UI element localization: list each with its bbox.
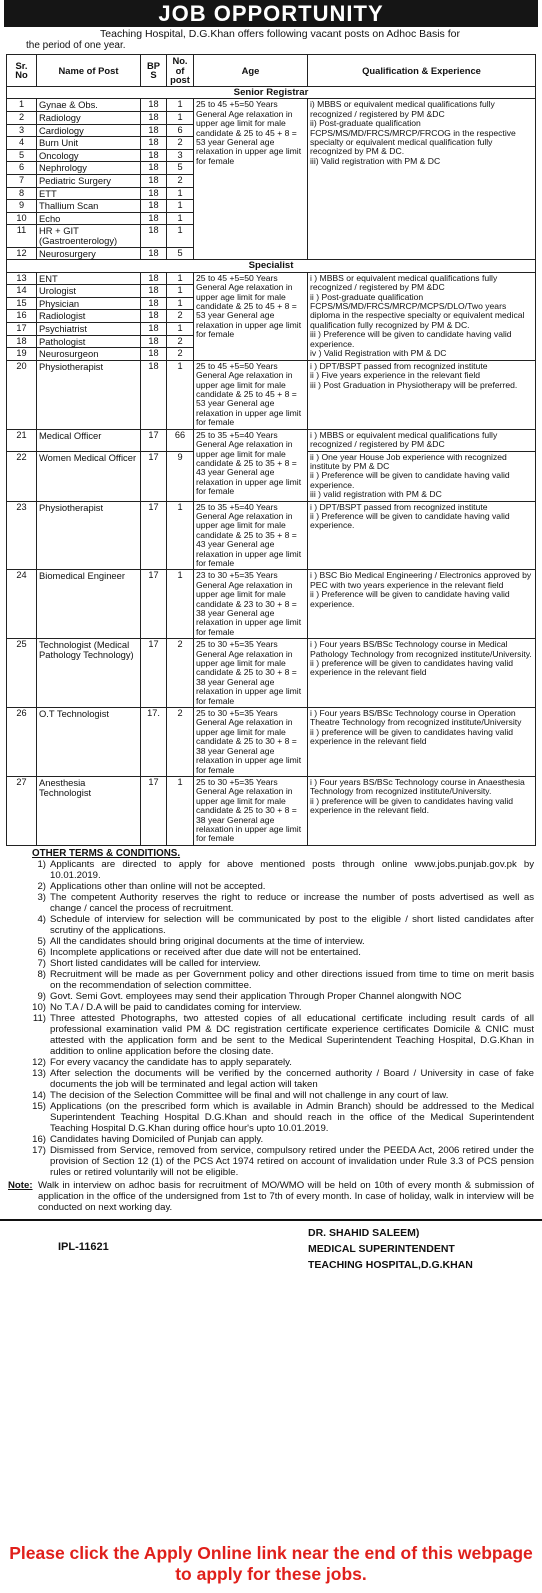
terms-section (8, 848, 534, 1178)
cell-bps: 18 (141, 272, 167, 285)
list-item (8, 969, 534, 991)
cell-no-of-post: 2 (167, 310, 194, 323)
cell-no-of-post: 1 (167, 297, 194, 310)
footer (0, 1219, 542, 1271)
term-number: 3) (37, 891, 46, 903)
term-text: Applications other than online will not be accepted. (50, 880, 266, 892)
cell-bps: 18 (141, 111, 167, 124)
cell-post-name: Neurosurgery (37, 247, 141, 260)
cell-no-of-post: 1 (167, 225, 194, 247)
table-row (7, 272, 536, 285)
list-item (8, 991, 534, 1002)
cell-post-name: Urologist (37, 285, 141, 298)
section-specialist: Specialist (7, 260, 536, 273)
table-row (7, 360, 536, 429)
term-text: Short listed candidates will be called for interview. (50, 957, 261, 969)
term-number: 1) (37, 858, 46, 870)
cell-post-name: Psychiatrist (37, 323, 141, 336)
cell-no-of-post: 1 (167, 776, 194, 845)
cell-bps: 18 (141, 285, 167, 298)
cell-post-name: Oncology (37, 149, 141, 162)
cell-post-name: ETT (37, 187, 141, 200)
cell-sr-no: 23 (7, 501, 37, 570)
cell-no-of-post: 2 (167, 335, 194, 348)
list-item (8, 1057, 534, 1068)
cell-bps: 18 (141, 124, 167, 137)
cell-post-name: Echo (37, 212, 141, 225)
cell-post-name: Technologist (Medical Pathology Technology) (37, 639, 141, 708)
term-number: 5) (37, 935, 46, 947)
list-item (8, 859, 534, 881)
cell-bps: 18 (141, 212, 167, 225)
term-text: Recruitment will be made as per Government policy and other directions issued from time to time on merit basis on the recommendation of selection committee. (50, 968, 534, 991)
term-text: Three attested Photographs, two attested copies of all educational certificate including result cards of all professional examination valid PM & DC registration certificate experience certificates Domicile & CNIC must attested with the application form and be sent to the Medical Superintendent Teaching Hospital, D.G.Khan in addition to online application before the closing date. (50, 1012, 534, 1057)
cell-bps: 18 (141, 149, 167, 162)
cell-sr-no: 15 (7, 297, 37, 310)
apply-online-notice: Please click the Apply Online link near the end of this webpage to apply for these jobs. (9, 1543, 533, 1584)
term-text: Incomplete applications or received after due date will not be entertained. (50, 946, 361, 958)
cell-bps: 18 (141, 225, 167, 247)
cell-qualification: i ) Four years BS/BSc Technology course in Medical Pathology Technology from recognized institute/University. ii ) preference will be given to candidates having valid experience in the relevant field (308, 639, 536, 708)
cell-qualification: i ) DPT/BSPT passed from recognized institute ii ) Preference will be given to candidate having valid experience. (308, 501, 536, 570)
cell-sr-no: 24 (7, 570, 37, 639)
term-text: Govt. Semi Govt. employees may send their application Through Proper Channel alongwith NOC (50, 990, 462, 1002)
list-item (8, 892, 534, 914)
cell-sr-no: 25 (7, 639, 37, 708)
ipl-number: IPL-11621 (58, 1240, 109, 1253)
cell-bps: 17 (141, 429, 167, 451)
cell-sr-no: 16 (7, 310, 37, 323)
table-row (7, 429, 536, 451)
cell-no-of-post: 1 (167, 200, 194, 213)
cell-age: 25 to 30 +5=35 Years General Age relaxation in upper age limit for male candidate & 25 to 30 + 8 = 38 year General age relaxation in upper age limit for female (194, 708, 308, 777)
cell-age: 25 to 35 +5=40 Years General Age relaxation in upper age limit for male candidate & 25 to 35 + 8 = 43 year General age relaxation in upper age limit for female (194, 429, 308, 501)
cell-sr-no: 6 (7, 162, 37, 175)
signature-name: DR. SHAHID SALEEM) (308, 1226, 420, 1239)
cell-bps: 17 (141, 776, 167, 845)
cell-no-of-post: 1 (167, 272, 194, 285)
page-title: JOB OPPORTUNITY (4, 0, 538, 27)
term-number: 7) (37, 957, 46, 969)
term-number: 16) (32, 1133, 46, 1145)
table-row (7, 639, 536, 708)
table-section-row (7, 260, 536, 273)
cell-bps: 18 (141, 200, 167, 213)
cell-post-name: Anesthesia Technologist (37, 776, 141, 845)
cell-sr-no: 13 (7, 272, 37, 285)
cell-no-of-post: 3 (167, 149, 194, 162)
term-number: 2) (37, 880, 46, 892)
cell-bps: 18 (141, 360, 167, 429)
term-number: 6) (37, 946, 46, 958)
signature-office: TEACHING HOSPITAL,D.G.KHAN (308, 1258, 473, 1271)
cell-sr-no: 18 (7, 335, 37, 348)
cell-sr-no: 26 (7, 708, 37, 777)
cell-bps: 18 (141, 297, 167, 310)
cell-post-name: Biomedical Engineer (37, 570, 141, 639)
cell-sr-no: 7 (7, 174, 37, 187)
list-item (8, 1145, 534, 1178)
vacancy-table (6, 54, 536, 846)
term-number: 14) (32, 1089, 46, 1101)
cell-no-of-post: 1 (167, 285, 194, 298)
cell-sr-no: 21 (7, 429, 37, 451)
cell-no-of-post: 1 (167, 570, 194, 639)
cell-post-name: Physiotherapist (37, 360, 141, 429)
cell-post-name: Women Medical Officer (37, 451, 141, 501)
cell-no-of-post: 1 (167, 501, 194, 570)
cell-sr-no: 4 (7, 137, 37, 150)
cell-qualification: i) MBBS or equivalent medical qualifications fully recognized / registered by PM &DC ii) Post-graduate qualification FCPS/MS/MD/FRCS/MRCP/FRCOG in the respective specialty or equivalent medical qualification fully recognized by PM & DC. iii) Valid registration with PM & DC (308, 99, 536, 260)
cell-post-name: Cardiology (37, 124, 141, 137)
list-item (8, 947, 534, 958)
note (8, 1180, 534, 1213)
cell-sr-no: 19 (7, 348, 37, 361)
cell-no-of-post: 2 (167, 639, 194, 708)
cell-bps: 17. (141, 708, 167, 777)
cell-sr-no: 22 (7, 451, 37, 501)
cell-post-name: Thallium Scan (37, 200, 141, 213)
intro-line-2: the period of one year. (26, 40, 126, 51)
cell-sr-no: 5 (7, 149, 37, 162)
list-item (8, 914, 534, 936)
cell-post-name: Pathologist (37, 335, 141, 348)
cell-age: 25 to 45 +5=50 Years General Age relaxation in upper age limit for male candidate & 25 to 45 + 8 = 53 year General age relaxation in upper age limit for female (194, 99, 308, 260)
cell-bps: 18 (141, 247, 167, 260)
cell-post-name: HR + GIT (Gastroenterology) (37, 225, 141, 247)
cell-sr-no: 3 (7, 124, 37, 137)
cell-age: 23 to 30 +5=35 Years General Age relaxation in upper age limit for male candidate & 23 to 30 + 8 = 38 year General age relaxation in upper age limit for female (194, 570, 308, 639)
cell-no-of-post: 5 (167, 162, 194, 175)
cell-sr-no: 12 (7, 247, 37, 260)
term-text: All the candidates should bring original documents at the time of interview. (50, 935, 365, 947)
table-row (7, 570, 536, 639)
cell-no-of-post: 2 (167, 137, 194, 150)
list-item (8, 936, 534, 947)
cell-post-name: ENT (37, 272, 141, 285)
table-section-row (7, 86, 536, 99)
cell-no-of-post: 1 (167, 111, 194, 124)
table-header-row (7, 55, 536, 87)
list-item (8, 1013, 534, 1057)
cell-no-of-post: 9 (167, 451, 194, 501)
cell-post-name: O.T Technologist (37, 708, 141, 777)
cell-no-of-post: 2 (167, 348, 194, 361)
cell-bps: 17 (141, 639, 167, 708)
term-number: 4) (37, 913, 46, 925)
header-post: Name of Post (37, 55, 141, 87)
term-text: After selection the documents will be verified by the concerned authority / Board / University in case of fake documents the job will be terminated and legal action will taken (50, 1067, 534, 1090)
term-text: No T.A / D.A will be paid to candidates coming for interview. (50, 1001, 302, 1013)
term-text: The competent Authority reserves the right to reduce or increase the number of posts advertised as well as change / cancel the process of recruitment. (50, 891, 534, 914)
cell-no-of-post: 2 (167, 708, 194, 777)
cell-age: 25 to 45 +5=50 Years General Age relaxation in upper age limit for male candidate & 25 to 45 + 8 = 53 year General age relaxation in upper age limit for female (194, 272, 308, 360)
list-item (8, 1101, 534, 1134)
cell-post-name: Pediatric Surgery (37, 174, 141, 187)
cell-bps: 18 (141, 187, 167, 200)
header-bps: BP S (141, 55, 167, 87)
header-age: Age (194, 55, 308, 87)
list-item (8, 958, 534, 969)
cell-bps: 17 (141, 570, 167, 639)
cell-age: 25 to 30 +5=35 Years General Age relaxation in upper age limit for male candidate & 25 to 30 + 8 = 38 year General age relaxation in upper age limit for female (194, 776, 308, 845)
term-number: 9) (37, 990, 46, 1002)
cell-sr-no: 20 (7, 360, 37, 429)
cell-bps: 18 (141, 335, 167, 348)
term-number: 10) (32, 1001, 46, 1013)
table-row (7, 501, 536, 570)
cell-sr-no: 10 (7, 212, 37, 225)
term-text: The decision of the Selection Committee will be final and will not challenge in any court of law. (50, 1089, 449, 1101)
term-number: 8) (37, 968, 46, 980)
term-text: Applications (on the prescribed form which is available in Admin Branch) should be addressed to the Medical Superintendent Teaching Hospital D.G.Khan and should reach in the office of the Medical Superintendent Teaching Hospital D.G.Khan during office hour's upto 10.01.2019. (50, 1100, 534, 1134)
signature-block (308, 1225, 473, 1273)
cell-bps: 18 (141, 99, 167, 112)
header-no-of-post: No. of post (167, 55, 194, 87)
table-row (7, 99, 536, 112)
cell-post-name: Nephrology (37, 162, 141, 175)
term-number: 13) (32, 1067, 46, 1079)
cell-age: 25 to 35 +5=40 Years General Age relaxation in upper age limit for male candidate & 25 to 35 + 8 = 43 year General age relaxation in upper age limit for female (194, 501, 308, 570)
cell-sr-no: 11 (7, 225, 37, 247)
term-text: Candidates having Domiciled of Punjab can apply. (50, 1133, 264, 1145)
intro-line-1: Teaching Hospital, D.G.Khan offers following vacant posts on Adhoc Basis for (100, 28, 460, 40)
cell-age: 25 to 45 +5=50 Years General Age relaxation in upper age limit for male candidate & 25 to 45 + 8 = 53 year General age relaxation in upper age limit for female (194, 360, 308, 429)
terms-title: OTHER TERMS & CONDITIONS. (32, 847, 181, 859)
header-sr: Sr. No (7, 55, 37, 87)
cell-sr-no: 1 (7, 99, 37, 112)
cell-bps: 18 (141, 162, 167, 175)
term-text: Dismissed from Service, removed from service, compulsory retired under the PEEDA Act, 2006 retired under the provision of Section 12 (1) of the PCS Act 1974 retired on account of invalidation under Rule 3.3 of PCS pension rules or retired voluntarily will not be eligible. (50, 1144, 534, 1178)
list-item (8, 881, 534, 892)
note-text: Walk in interview on adhoc basis for recruitment of MO/WMO will be held on 10th of every month & submission of application in the office of the undersigned from 1st to 7th of every month. In case of holiday, walk in interview will be conducted on next working day. (38, 1179, 534, 1213)
cell-qualification: i ) MBBS or equivalent medical qualifications fully recognized / registered by PM &DC (308, 429, 536, 451)
list-item (8, 1068, 534, 1090)
cell-no-of-post: 6 (167, 124, 194, 137)
cell-post-name: Burn Unit (37, 137, 141, 150)
term-text: For every vacancy the candidate has to apply separately. (50, 1056, 292, 1068)
cell-post-name: Neurosurgeon (37, 348, 141, 361)
cell-no-of-post: 2 (167, 174, 194, 187)
cell-qualification: i ) BSC Bio Medical Engineering / Electronics approved by PEC with two years experience in the relevant field ii ) Preference will be given to candidate having valid experience. (308, 570, 536, 639)
cell-no-of-post: 1 (167, 187, 194, 200)
cell-bps: 18 (141, 174, 167, 187)
section-senior-registrar: Senior Registrar (7, 86, 536, 99)
terms-list (8, 859, 534, 1178)
cell-post-name: Physician (37, 297, 141, 310)
cell-post-name: Radiology (37, 111, 141, 124)
intro-text (0, 27, 542, 52)
cell-bps: 17 (141, 451, 167, 501)
cell-no-of-post: 1 (167, 323, 194, 336)
cell-sr-no: 8 (7, 187, 37, 200)
table-row (7, 708, 536, 777)
cell-bps: 18 (141, 323, 167, 336)
cell-no-of-post: 1 (167, 99, 194, 112)
cell-sr-no: 2 (7, 111, 37, 124)
cell-qualification: i ) MBBS or equivalent medical qualifications fully recognized / registered by PM &DC ii ) Post-graduate qualification FCPS/MS/MD/FRCS/MRCP/MCPS/DLO/Two years diploma in the respective specialty or equivalent medical qualification fully recognized by PM & DC. iii ) Preference will be given to candidate having valid experience. iv ) Valid Registration with PM & DC (308, 272, 536, 360)
header-qualification: Qualification & Experience (308, 55, 536, 87)
cell-qualification: ii ) One year House Job experience with recognized institute by PM & DC ii ) Preference will be given to candidate having valid experience. iii ) valid registration with PM & DC (308, 451, 536, 501)
cell-age: 25 to 30 +5=35 Years General Age relaxation in upper age limit for male candidate & 25 to 30 + 8 = 38 year General age relaxation in upper age limit for female (194, 639, 308, 708)
note-label: Note: (8, 1179, 33, 1191)
term-number: 15) (32, 1100, 46, 1112)
cell-no-of-post: 5 (167, 247, 194, 260)
term-number: 17) (32, 1144, 46, 1156)
cell-bps: 18 (141, 310, 167, 323)
cell-post-name: Medical Officer (37, 429, 141, 451)
term-number: 11) (32, 1012, 46, 1024)
cell-post-name: Physiotherapist (37, 501, 141, 570)
cell-no-of-post: 66 (167, 429, 194, 451)
cell-bps: 18 (141, 137, 167, 150)
cell-bps: 17 (141, 501, 167, 570)
cell-sr-no: 17 (7, 323, 37, 336)
cell-no-of-post: 1 (167, 360, 194, 429)
cell-sr-no: 27 (7, 776, 37, 845)
cell-no-of-post: 1 (167, 212, 194, 225)
cell-sr-no: 9 (7, 200, 37, 213)
term-number: 12) (32, 1056, 46, 1068)
signature-designation: MEDICAL SUPERINTENDENT (308, 1242, 455, 1255)
cell-qualification: i ) Four years BS/BSc Technology course in Anaesthesia Technology from recognized institute/University. ii ) preference will be given to candidates having valid experience in the relevant field. (308, 776, 536, 845)
cell-post-name: Radiologist (37, 310, 141, 323)
table-row (7, 776, 536, 845)
list-item (8, 1002, 534, 1013)
term-text: Schedule of interview for selection will be communicated by post to the eligible / short listed candidates after scrutiny of the applications. (50, 913, 534, 936)
cell-qualification: i ) DPT/BSPT passed from recognized institute ii ) Five years experience in the relevant field iii ) Post Graduation in Physiotherapy will be preferred. (308, 360, 536, 429)
list-item (8, 1134, 534, 1145)
cell-post-name: Gynae & Obs. (37, 99, 141, 112)
cell-sr-no: 14 (7, 285, 37, 298)
cell-qualification: i ) Four years BS/BSc Technology course in Operation Theatre Technology from recognized institute/University ii ) preference will be given to candidates having valid experience in the relevant field (308, 708, 536, 777)
list-item (8, 1090, 534, 1101)
cell-bps: 18 (141, 348, 167, 361)
term-text: Applicants are directed to apply for above mentioned posts through online www.jobs.punjab.gov.pk by 10.01.2019. (50, 858, 534, 881)
